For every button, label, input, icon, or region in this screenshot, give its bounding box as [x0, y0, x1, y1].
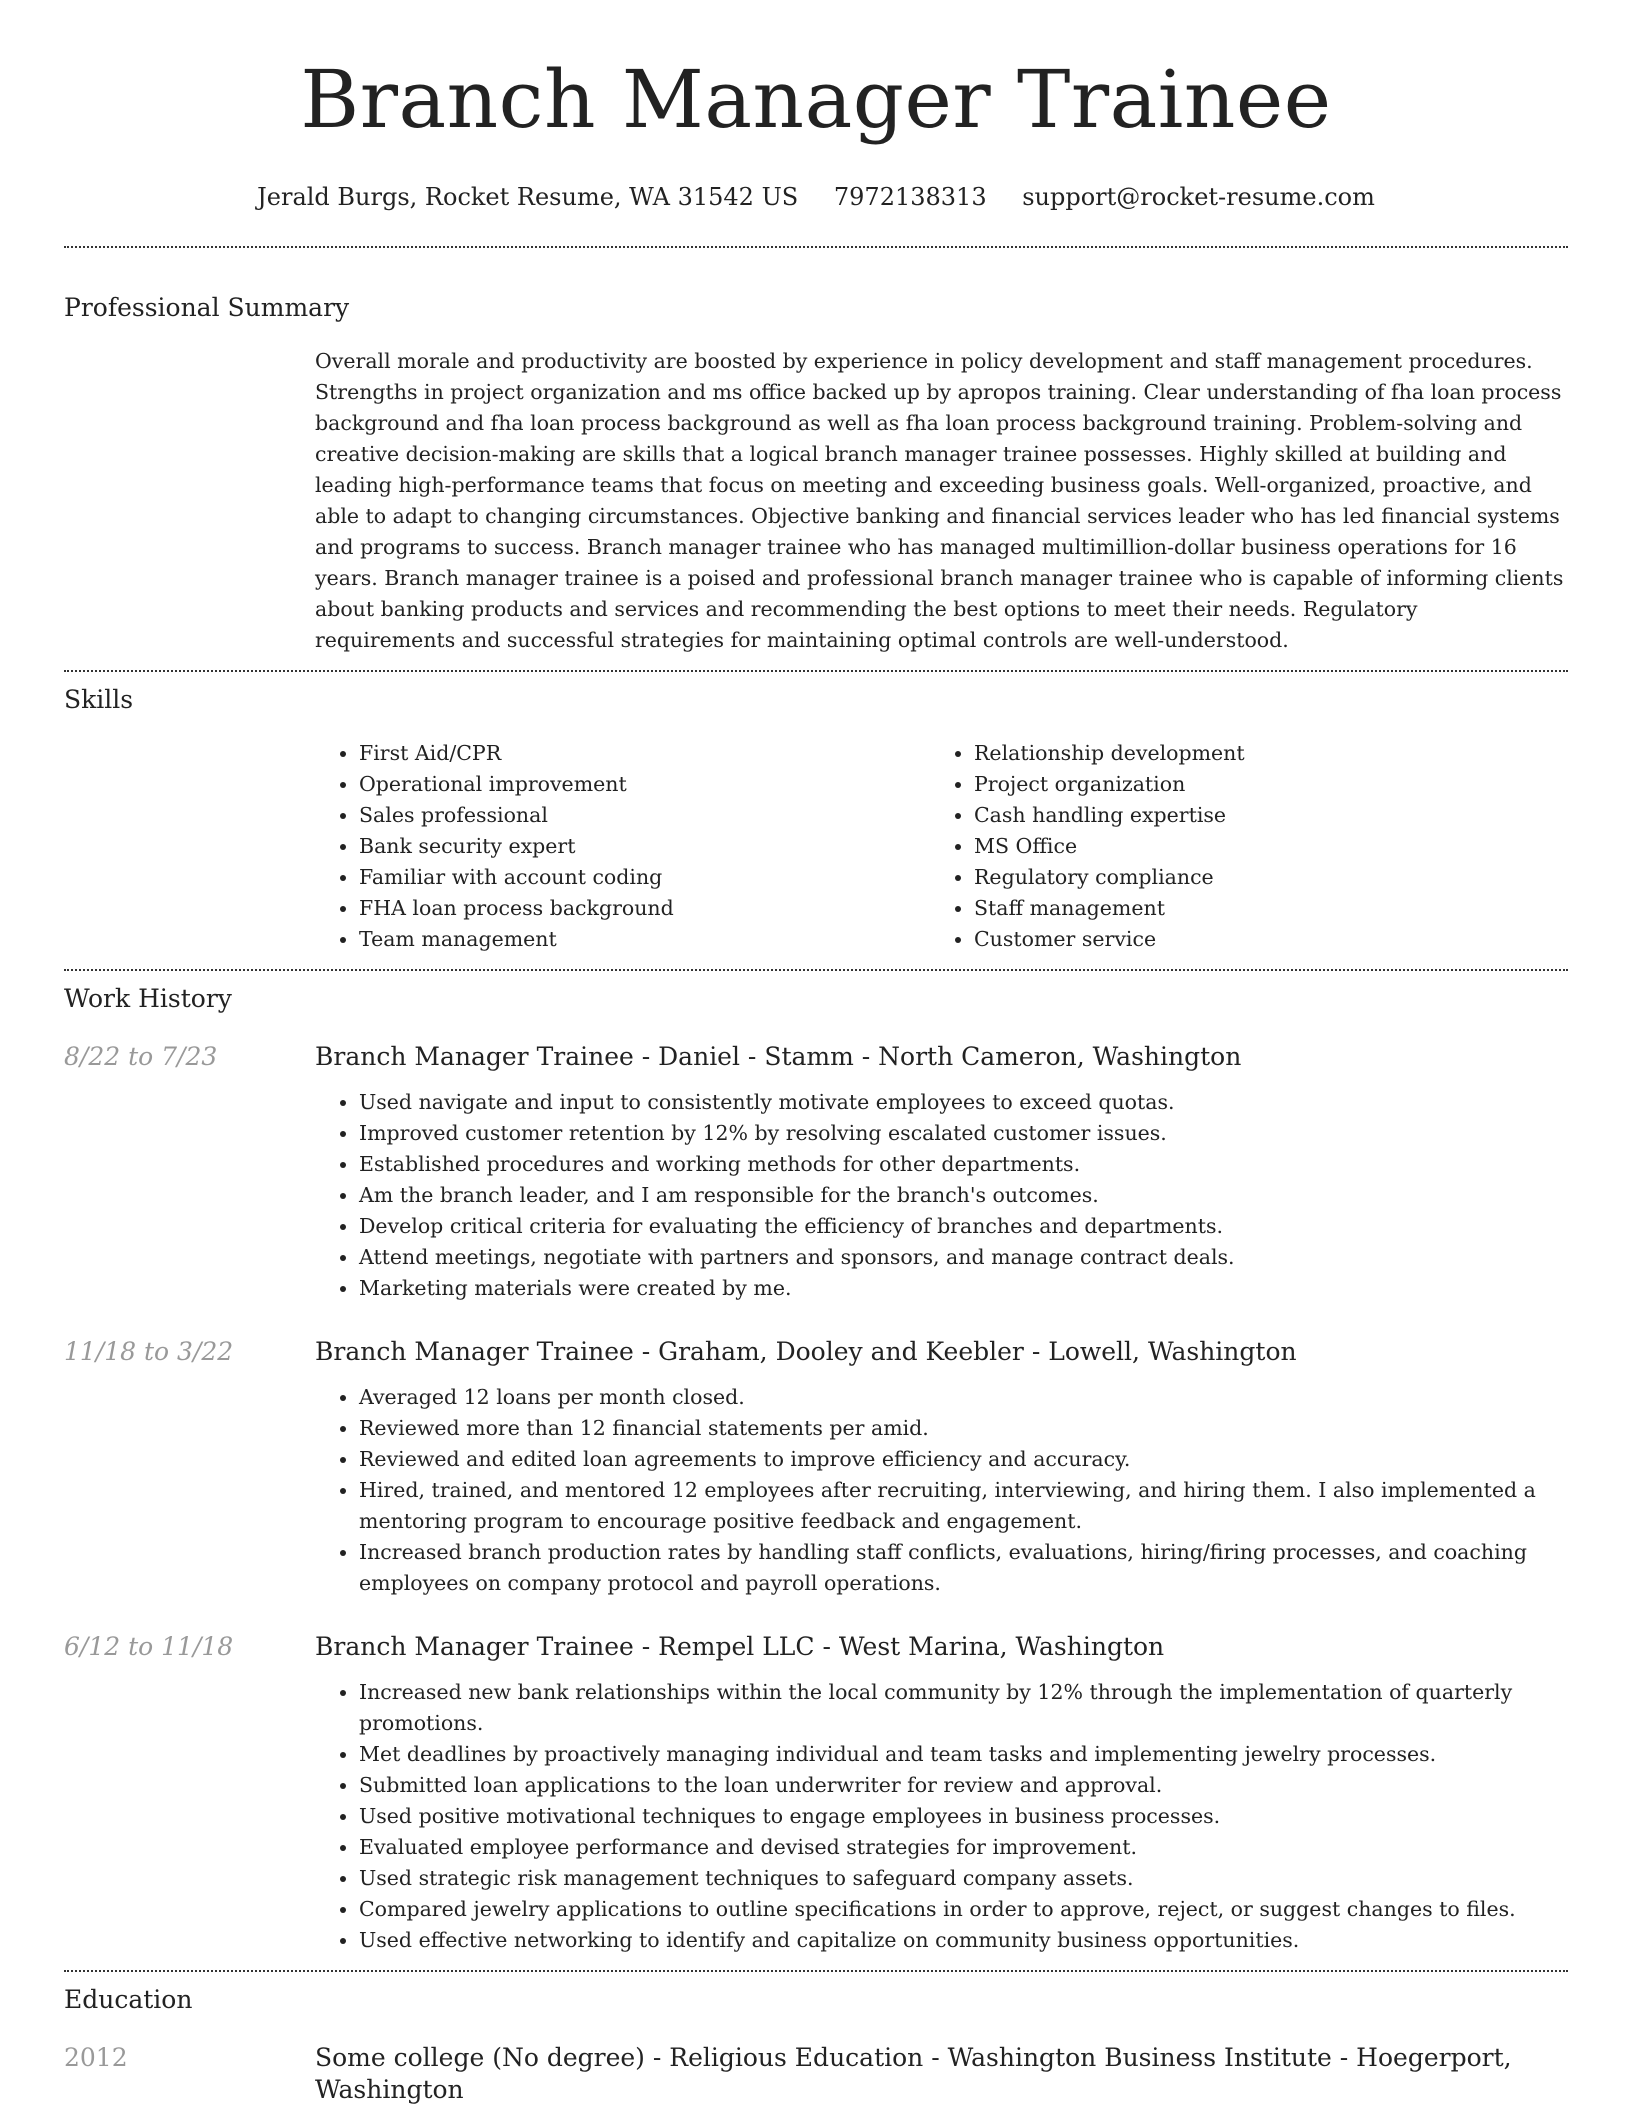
job-entry [64, 1631, 1568, 1956]
job-body [315, 1631, 1568, 1956]
job-entry [64, 1336, 1568, 1599]
job-date: 6/12 to 11/18 [64, 1632, 234, 1661]
job-bullets [315, 1087, 1568, 1304]
job-bullet: • Met deadlines by proactively managing individual and team tasks and implementing jewelry processes. [359, 1739, 1568, 1770]
job-date: 11/18 to 3/22 [64, 1337, 234, 1366]
job-entry [64, 1041, 1568, 1304]
job-body [315, 1041, 1568, 1304]
skills-column-left [315, 738, 930, 955]
job-title: Branch Manager Trainee - Rempel LLC - West Marina, Washington [315, 1632, 1165, 1661]
contact-address: Jerald Burgs, Rocket Resume, WA 31542 US [257, 183, 799, 211]
job-bullet: • Evaluated employee performance and devised strategies for improvement. [359, 1832, 1568, 1863]
contact-phone: 7972138313 [833, 183, 987, 211]
section-heading-education: Education [64, 1985, 193, 2014]
skill-item: • Sales professional [359, 800, 930, 831]
divider [64, 1970, 1568, 1972]
education-date: 2012 [64, 2043, 128, 2072]
divider [64, 969, 1568, 971]
job-bullet: • Am the branch leader, and I am responsible for the branch's outcomes. [359, 1180, 1568, 1211]
section-heading-summary: Professional Summary [64, 293, 350, 322]
skill-item: • Familiar with account coding [359, 862, 930, 893]
divider [64, 670, 1568, 672]
skill-item: • Relationship development [974, 738, 1545, 769]
job-bullet: • Increased branch production rates by handling staff conflicts, evaluations, hiring/firing processes, and coaching employees on company protocol and payroll operations. [359, 1537, 1568, 1599]
skill-item: • Customer service [974, 924, 1545, 955]
resume-title: Branch Manager Trainee [300, 53, 1332, 146]
job-bullet: • Attend meetings, negotiate with partners and sponsors, and manage contract deals. [359, 1242, 1568, 1273]
skill-item: • FHA loan process background [359, 893, 930, 924]
education-title: Some college (No degree) - Religious Education - Washington Business Institute - Hoegerport, Washington [315, 2043, 1512, 2104]
summary-text: Overall morale and productivity are boosted by experience in policy development and staff management procedures. Strengths in project organization and ms office backed up by apropos training. Clear understanding of fha loan process background and fha loan process background as well as fha loan process background training. Problem-solving and creative decision-making are skills that a logical branch manager trainee possesses. Highly skilled at building and leading high-performance teams that focus on meeting and exceeding business goals. Well-organized, proactive, and able to adapt to changing circumstances. Objective banking and financial services leader who has led financial systems and programs to success. Branch manager trainee who has managed multimillion-dollar business operations for 16 years. Branch manager trainee is a poised and professional branch manager trainee who is capable of informing clients about banking products and services and recommending the best options to meet their needs. Regulatory requirements and successful strategies for maintaining optimal controls are well-understood. [315, 349, 1564, 652]
job-bullet: • Used strategic risk management techniques to safeguard company assets. [359, 1863, 1568, 1894]
job-body [315, 1336, 1568, 1599]
job-bullet: • Averaged 12 loans per month closed. [359, 1382, 1568, 1413]
job-bullet: • Used effective networking to identify and capitalize on community business opportunities. [359, 1925, 1568, 1956]
job-bullet: • Submitted loan applications to the loan underwriter for review and approval. [359, 1770, 1568, 1801]
job-bullet: • Used navigate and input to consistently motivate employees to exceed quotas. [359, 1087, 1568, 1118]
section-heading-skills: Skills [64, 685, 134, 714]
job-bullets [315, 1382, 1568, 1599]
job-bullet: • Reviewed and edited loan agreements to improve efficiency and accuracy. [359, 1444, 1568, 1475]
contact-line [64, 182, 1568, 212]
skill-item: • MS Office [974, 831, 1545, 862]
skill-item: • Cash handling expertise [974, 800, 1545, 831]
job-bullet: • Develop critical criteria for evaluating the efficiency of branches and departments. [359, 1211, 1568, 1242]
job-title: Branch Manager Trainee - Graham, Dooley and Keebler - Lowell, Washington [315, 1337, 1297, 1366]
job-bullet: • Increased new bank relationships within the local community by 12% through the implementation of quarterly promotions. [359, 1677, 1568, 1739]
skill-item: • Operational improvement [359, 769, 930, 800]
job-bullet: • Hired, trained, and mentored 12 employees after recruiting, interviewing, and hiring them. I also implemented a mentoring program to encourage positive feedback and engagement. [359, 1475, 1568, 1537]
skill-item: • First Aid/CPR [359, 738, 930, 769]
skill-item: • Regulatory compliance [974, 862, 1545, 893]
skills-list [315, 738, 1568, 955]
job-bullet: • Marketing materials were created by me. [359, 1273, 1568, 1304]
contact-email: support@rocket-resume.com [1022, 183, 1375, 211]
skill-item: • Bank security expert [359, 831, 930, 862]
education-body [315, 2042, 1568, 2106]
education-entry [64, 2042, 1568, 2106]
job-bullet: • Improved customer retention by 12% by resolving escalated customer issues. [359, 1118, 1568, 1149]
section-heading-work-history: Work History [64, 984, 232, 1013]
job-bullets [315, 1677, 1568, 1956]
job-bullet: • Established procedures and working methods for other departments. [359, 1149, 1568, 1180]
skill-item: • Project organization [974, 769, 1545, 800]
job-date: 8/22 to 7/23 [64, 1042, 218, 1071]
skills-column-right [930, 738, 1545, 955]
skill-item: • Team management [359, 924, 930, 955]
job-bullet: • Reviewed more than 12 financial statements per amid. [359, 1413, 1568, 1444]
skill-item: • Staff management [974, 893, 1545, 924]
job-bullet: • Used positive motivational techniques to engage employees in business processes. [359, 1801, 1568, 1832]
divider [64, 246, 1568, 248]
job-bullet: • Compared jewelry applications to outline specifications in order to approve, reject, or suggest changes to files. [359, 1894, 1568, 1925]
job-title: Branch Manager Trainee - Daniel - Stamm - North Cameron, Washington [315, 1042, 1242, 1071]
